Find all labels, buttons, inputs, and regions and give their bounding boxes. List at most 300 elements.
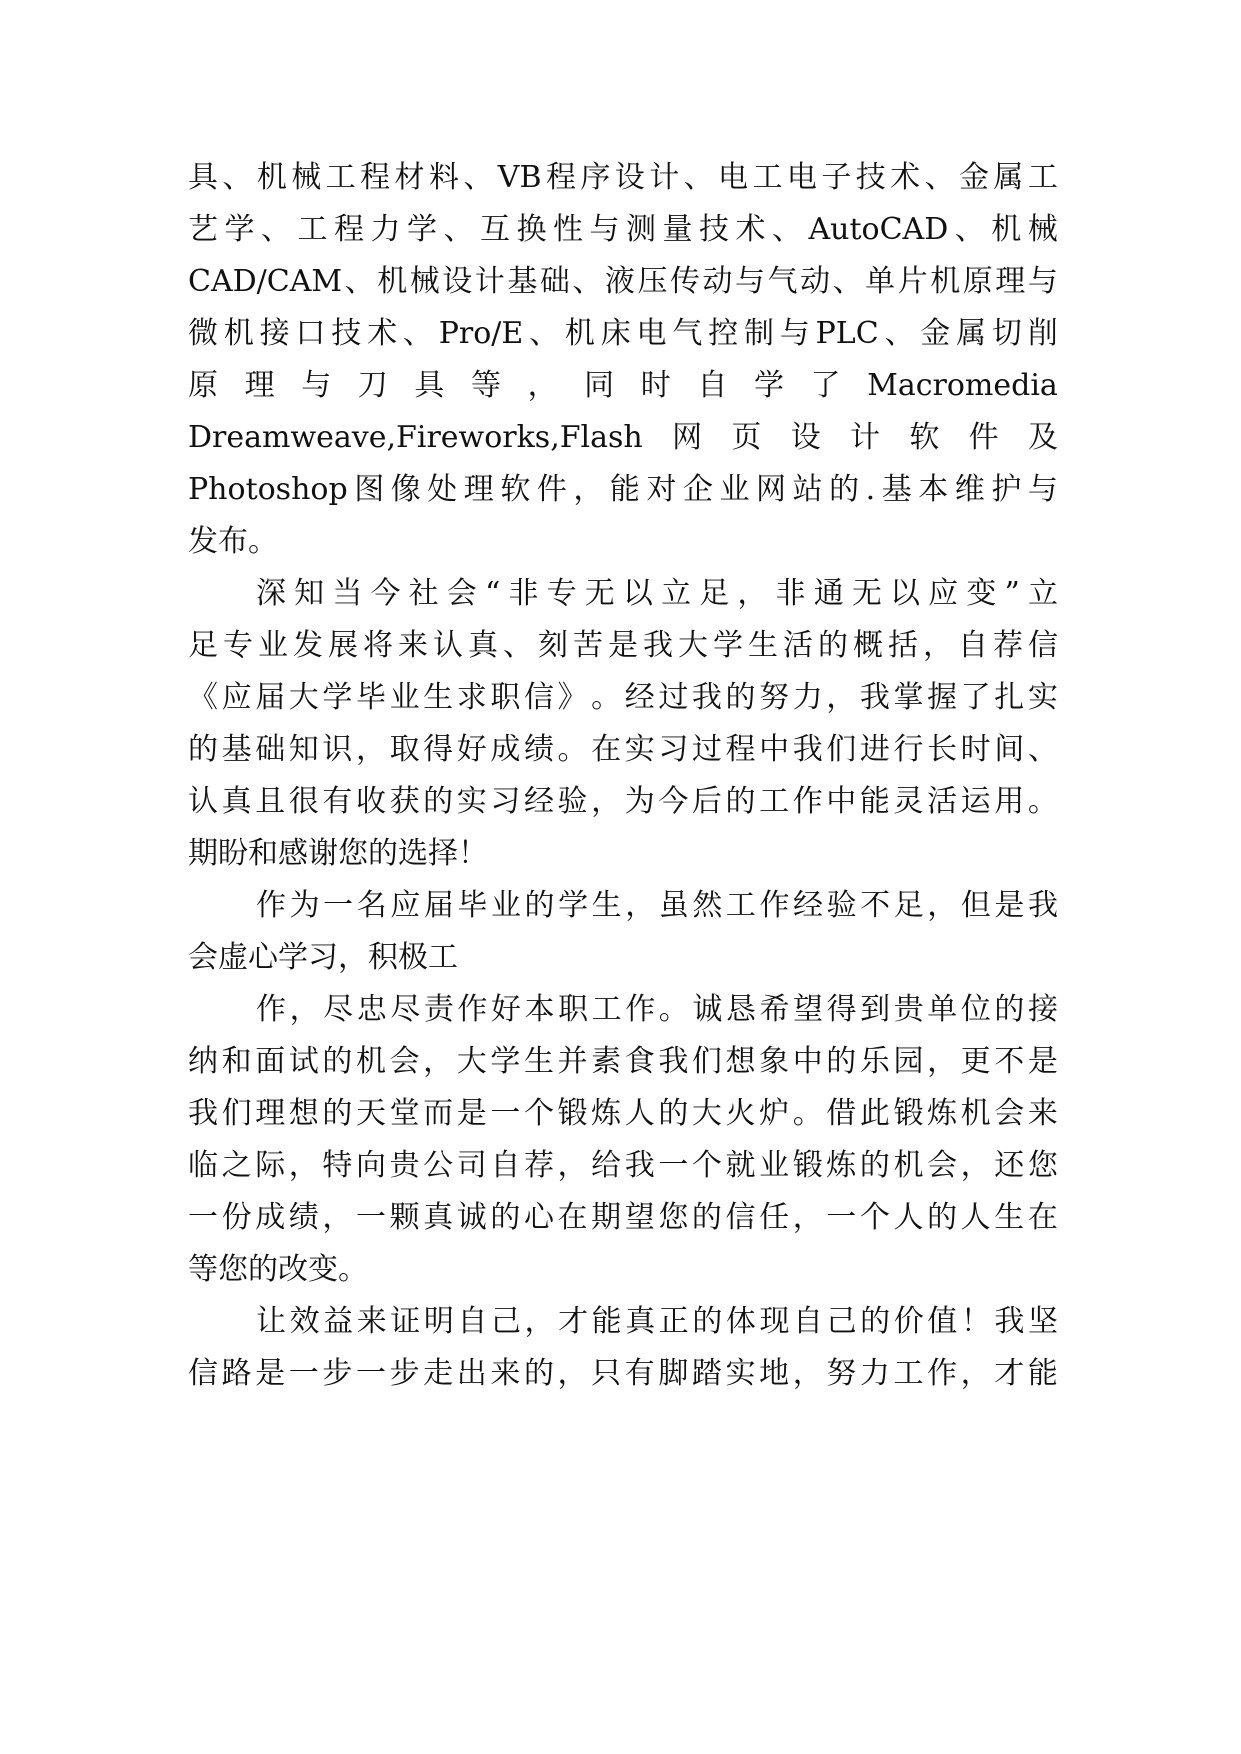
text-segment: ！ bbox=[960, 1304, 991, 1339]
text-segment: 单 bbox=[927, 992, 958, 1027]
text-segment: 自 bbox=[793, 1304, 823, 1339]
text-segment: 与 bbox=[779, 316, 810, 351]
text-segment: 原 bbox=[962, 264, 993, 299]
text-segment: 自 bbox=[958, 628, 988, 663]
text-segment: 扎 bbox=[994, 680, 1025, 715]
text-line bbox=[188, 1302, 1058, 1342]
text-segment: 具 bbox=[188, 160, 218, 195]
text-segment: 认 bbox=[433, 628, 463, 663]
text-segment: ， bbox=[288, 1148, 319, 1183]
text-segment: 颗 bbox=[389, 1200, 420, 1235]
text-segment: 的 bbox=[860, 1304, 891, 1339]
text-segment: 设 bbox=[614, 160, 645, 195]
text-line: 发布。 bbox=[188, 524, 278, 559]
text-segment: 价 bbox=[893, 1304, 924, 1339]
text-segment: 真 bbox=[221, 784, 252, 819]
text-segment: 刀 bbox=[357, 368, 388, 403]
text-segment: 借 bbox=[826, 1096, 857, 1131]
text-segment: 、 bbox=[402, 316, 433, 351]
text-segment: 素 bbox=[591, 1044, 622, 1079]
text-segment: 的 bbox=[859, 1148, 890, 1183]
text-segment: 有 bbox=[624, 1356, 655, 1391]
text-segment: 微 bbox=[188, 316, 218, 351]
text-segment: 实 bbox=[725, 1356, 756, 1391]
text-segment: 锻 bbox=[557, 1096, 588, 1131]
text-segment: 专 bbox=[546, 576, 577, 611]
text-segment: 能 bbox=[609, 472, 640, 507]
text-line bbox=[188, 574, 1058, 614]
text-segment: 我 bbox=[624, 1148, 655, 1183]
text-segment: 望 bbox=[793, 992, 823, 1027]
text-segment: 己 bbox=[826, 1304, 857, 1339]
text-segment: 以 bbox=[890, 576, 920, 611]
text-segment: 求 bbox=[456, 680, 487, 715]
text-segment: 时 bbox=[960, 732, 991, 767]
text-segment: 技 bbox=[331, 316, 362, 351]
text-segment: 学 bbox=[558, 888, 589, 923]
text-segment: 好 bbox=[490, 992, 521, 1027]
text-segment: 尽 bbox=[323, 992, 354, 1027]
text-segment: 一 bbox=[826, 1200, 857, 1235]
text-segment: 自 bbox=[697, 368, 728, 403]
text-segment: 展 bbox=[328, 628, 358, 663]
text-segment: 的 bbox=[692, 1304, 723, 1339]
text-segment: 业 bbox=[719, 472, 750, 507]
text-segment: PLC bbox=[815, 316, 879, 351]
text-segment: 深 bbox=[256, 576, 286, 611]
text-segment: 一 bbox=[658, 1148, 689, 1183]
text-segment: 程 bbox=[360, 160, 391, 195]
text-segment: 一 bbox=[355, 1200, 386, 1235]
text-segment: 真 bbox=[625, 1304, 656, 1339]
text-segment: 炼 bbox=[826, 1148, 857, 1183]
text-line bbox=[188, 782, 1058, 822]
text-segment: 变 bbox=[966, 576, 997, 611]
text-segment: 毕 bbox=[355, 680, 386, 715]
text-segment: 荐 bbox=[523, 1148, 554, 1183]
text-segment: 过 bbox=[691, 732, 722, 767]
text-line bbox=[188, 886, 1058, 926]
text-segment: 人 bbox=[893, 1200, 924, 1235]
text-segment: 您 bbox=[658, 1200, 689, 1235]
text-segment: 。 bbox=[1027, 784, 1058, 819]
text-segment: 工 bbox=[1027, 160, 1058, 195]
text-segment: 与 bbox=[589, 212, 620, 247]
text-segment: 面 bbox=[255, 1044, 286, 1079]
text-segment: 将 bbox=[363, 628, 393, 663]
text-segment: 计 bbox=[850, 420, 880, 455]
text-segment: 就 bbox=[725, 1148, 756, 1183]
text-segment: 无 bbox=[584, 576, 615, 611]
text-segment: 经 bbox=[523, 784, 554, 819]
text-segment: 中 bbox=[826, 784, 857, 819]
text-segment: 我 bbox=[691, 680, 722, 715]
text-segment: 们 bbox=[221, 1096, 252, 1131]
text-segment: 概 bbox=[853, 628, 883, 663]
text-segment: ， bbox=[423, 1044, 454, 1079]
text-segment: 材 bbox=[394, 160, 425, 195]
text-segment: 的 bbox=[927, 1200, 958, 1235]
text-segment: 技 bbox=[855, 160, 886, 195]
text-segment: 火 bbox=[725, 1096, 756, 1131]
text-segment: 接 bbox=[1027, 992, 1058, 1027]
text-segment: 堂 bbox=[389, 1096, 420, 1131]
text-segment: 我 bbox=[792, 732, 823, 767]
text-segment: 验 bbox=[557, 784, 588, 819]
text-segment: ， bbox=[289, 992, 320, 1027]
text-segment: 荐 bbox=[993, 628, 1023, 663]
text-segment: 取 bbox=[389, 732, 420, 767]
text-segment: 、 bbox=[222, 160, 253, 195]
text-segment: 望 bbox=[624, 1200, 655, 1235]
text-segment: 金 bbox=[920, 316, 951, 351]
text-segment: 恳 bbox=[725, 992, 756, 1027]
text-segment: 动 bbox=[702, 264, 733, 299]
text-segment: 能 bbox=[859, 784, 890, 819]
text-segment: 业 bbox=[490, 888, 521, 923]
text-segment: 责 bbox=[423, 992, 454, 1027]
text-line bbox=[188, 366, 1058, 406]
text-segment: 控 bbox=[708, 316, 739, 351]
text-segment: 信 bbox=[188, 1356, 218, 1391]
text-segment: 不 bbox=[994, 1044, 1025, 1079]
text-segment: 工 bbox=[325, 160, 356, 195]
text-segment: 们 bbox=[826, 732, 857, 767]
text-segment: 职 bbox=[490, 680, 521, 715]
text-segment: 件 bbox=[968, 420, 999, 455]
text-segment: 获 bbox=[389, 784, 420, 819]
text-segment: 一 bbox=[188, 1200, 218, 1235]
text-segment: 我 bbox=[658, 1044, 689, 1079]
text-segment: 应 bbox=[221, 680, 252, 715]
text-segment: 期 bbox=[591, 1200, 622, 1235]
text-segment: 术 bbox=[890, 160, 921, 195]
text-segment: 在 bbox=[591, 732, 622, 767]
text-segment: 成 bbox=[490, 732, 521, 767]
text-segment: 的 bbox=[829, 472, 860, 507]
text-segment: 很 bbox=[288, 784, 319, 819]
text-segment: 是 bbox=[456, 1096, 487, 1131]
text-segment: ， bbox=[524, 1304, 555, 1339]
text-segment: 信 bbox=[725, 1200, 756, 1235]
text-segment: 本 bbox=[918, 472, 949, 507]
text-segment: CAD/CAM bbox=[188, 264, 343, 299]
text-segment: 间 bbox=[994, 732, 1025, 767]
text-segment: 金 bbox=[959, 160, 989, 195]
text-segment: 生 bbox=[994, 1200, 1025, 1235]
text-segment: 任 bbox=[759, 1200, 790, 1235]
text-segment: 为 bbox=[289, 888, 320, 923]
text-segment: 、 bbox=[884, 316, 915, 351]
text-segment: 进 bbox=[859, 732, 890, 767]
text-segment: 实 bbox=[624, 732, 655, 767]
text-segment: 步 bbox=[389, 1356, 420, 1391]
text-segment: 锻 bbox=[893, 1096, 924, 1131]
text-segment: 来 bbox=[356, 1304, 387, 1339]
text-segment: 电 bbox=[718, 160, 749, 195]
text-segment: 给 bbox=[591, 1148, 622, 1183]
text-segment: 作 bbox=[625, 992, 656, 1027]
text-segment: 园 bbox=[893, 1044, 924, 1079]
text-segment: 对 bbox=[646, 472, 677, 507]
text-segment: 口 bbox=[295, 316, 326, 351]
text-segment: 中 bbox=[792, 1044, 823, 1079]
text-segment: 力 bbox=[370, 212, 401, 247]
text-segment: 绩 bbox=[288, 1200, 319, 1235]
text-segment: 测 bbox=[626, 212, 656, 247]
text-segment: 、 bbox=[261, 212, 291, 247]
text-segment: 换 bbox=[516, 212, 547, 247]
text-segment: 技 bbox=[699, 212, 729, 247]
text-segment: 动 bbox=[800, 264, 831, 299]
text-segment: 《 bbox=[188, 680, 218, 715]
text-segment: 实 bbox=[456, 784, 487, 819]
text-segment: 械 bbox=[1027, 212, 1058, 247]
text-segment: 过 bbox=[658, 680, 689, 715]
text-segment: “ bbox=[484, 576, 501, 611]
text-segment: 页 bbox=[731, 420, 762, 455]
text-segment: 械 bbox=[409, 264, 440, 299]
text-segment: 会 bbox=[994, 1096, 1025, 1131]
text-line bbox=[188, 314, 1058, 354]
text-segment: 通 bbox=[813, 576, 844, 611]
text-segment: 自 bbox=[490, 1148, 521, 1183]
text-segment: 力 bbox=[792, 680, 823, 715]
text-segment: 用 bbox=[994, 784, 1025, 819]
text-segment: 大 bbox=[288, 680, 319, 715]
text-segment: 人 bbox=[624, 1096, 655, 1131]
text-segment: 诚 bbox=[456, 1200, 487, 1235]
text-segment: 能 bbox=[1027, 1356, 1058, 1391]
text-segment: 软 bbox=[909, 420, 940, 455]
text-segment: 信 bbox=[523, 680, 554, 715]
text-segment: 程 bbox=[725, 732, 756, 767]
text-segment: 的 bbox=[524, 888, 555, 923]
text-segment: 学 bbox=[224, 212, 255, 247]
text-segment: 机 bbox=[930, 264, 961, 299]
text-segment: 在 bbox=[1027, 1200, 1058, 1235]
text-segment: 、 bbox=[832, 264, 863, 299]
text-segment: 真 bbox=[468, 628, 498, 663]
text-segment: 削 bbox=[1027, 316, 1058, 351]
text-segment: 。 bbox=[792, 1096, 823, 1131]
text-segment: 与 bbox=[1027, 264, 1058, 299]
text-line bbox=[188, 210, 1058, 250]
text-segment: 计 bbox=[649, 160, 680, 195]
text-segment: 长 bbox=[927, 732, 958, 767]
text-segment: 机 bbox=[991, 212, 1022, 247]
text-segment: 的 bbox=[691, 1200, 722, 1235]
text-segment: 基 bbox=[221, 732, 252, 767]
text-segment: 同 bbox=[584, 368, 615, 403]
text-line bbox=[188, 990, 1058, 1030]
text-segment: 但 bbox=[960, 888, 991, 923]
text-segment: 等 bbox=[470, 368, 501, 403]
text-segment: 设 bbox=[442, 264, 473, 299]
text-segment: 天 bbox=[355, 1096, 386, 1131]
text-segment: 计 bbox=[474, 264, 505, 299]
text-segment: 》 bbox=[557, 680, 588, 715]
text-segment: 中 bbox=[759, 732, 790, 767]
text-segment: 让 bbox=[256, 1304, 286, 1339]
text-segment: 特 bbox=[322, 1148, 353, 1183]
text-segment: 自 bbox=[457, 1304, 488, 1339]
text-segment: 和 bbox=[221, 1044, 252, 1079]
text-segment: 绩 bbox=[523, 732, 554, 767]
text-segment: 理 bbox=[255, 1096, 286, 1131]
text-segment: 得 bbox=[423, 732, 454, 767]
text-segment: Pro/E bbox=[438, 316, 524, 351]
text-segment: 、 bbox=[572, 264, 603, 299]
text-segment: 想 bbox=[725, 1044, 756, 1079]
text-segment: 学 bbox=[322, 680, 353, 715]
text-segment: 届 bbox=[423, 888, 454, 923]
text-segment: 括 bbox=[888, 628, 918, 663]
text-segment: 活 bbox=[783, 628, 813, 663]
text-segment: 为 bbox=[624, 784, 655, 819]
text-segment: ， bbox=[625, 888, 656, 923]
text-segment: 来 bbox=[398, 628, 428, 663]
text-segment: 足 bbox=[188, 628, 218, 663]
text-segment: 时 bbox=[640, 368, 671, 403]
text-segment: 真 bbox=[423, 1200, 454, 1235]
text-segment: 作 bbox=[256, 992, 286, 1027]
text-segment: 我 bbox=[994, 1304, 1025, 1339]
text-segment: 且 bbox=[255, 784, 286, 819]
text-segment: 是 bbox=[994, 888, 1025, 923]
text-segment: 大 bbox=[691, 1096, 722, 1131]
text-segment: ， bbox=[927, 1044, 958, 1079]
text-segment: 础 bbox=[539, 264, 570, 299]
text-segment: 份 bbox=[221, 1200, 252, 1235]
text-segment: ， bbox=[737, 576, 768, 611]
text-segment: 工 bbox=[752, 160, 783, 195]
text-segment: 机 bbox=[960, 1096, 991, 1131]
text-segment: 学 bbox=[407, 212, 437, 247]
text-segment: 实 bbox=[1027, 680, 1058, 715]
text-line bbox=[188, 1042, 1058, 1082]
text-segment: ， bbox=[557, 1356, 588, 1391]
text-segment: 然 bbox=[692, 888, 723, 923]
text-segment: 工 bbox=[725, 888, 756, 923]
text-segment: 出 bbox=[456, 1356, 487, 1391]
text-segment: 苦 bbox=[573, 628, 603, 663]
text-segment: 无 bbox=[851, 576, 882, 611]
text-segment: Dreamweave,Fireworks,Flash bbox=[188, 420, 643, 455]
text-segment: 炼 bbox=[927, 1096, 958, 1131]
text-segment: 生 bbox=[748, 628, 778, 663]
text-segment: ， bbox=[826, 680, 857, 715]
text-segment: ， bbox=[960, 1148, 991, 1183]
text-segment: 具 bbox=[414, 368, 445, 403]
text-segment: ， bbox=[792, 1200, 823, 1235]
text-segment: 贵 bbox=[389, 1148, 420, 1183]
text-segment: 体 bbox=[725, 1304, 756, 1339]
text-segment: 非 bbox=[775, 576, 806, 611]
text-segment: 以 bbox=[622, 576, 653, 611]
text-segment: 、 bbox=[344, 264, 375, 299]
text-segment: 运 bbox=[960, 784, 991, 819]
text-segment: 不 bbox=[860, 888, 891, 923]
text-segment: 的 bbox=[188, 732, 218, 767]
text-segment: 理 bbox=[463, 472, 494, 507]
text-segment: 的 bbox=[322, 1096, 353, 1131]
text-segment: 正 bbox=[658, 1304, 689, 1339]
text-segment: 学 bbox=[753, 368, 784, 403]
text-segment: 企 bbox=[682, 472, 713, 507]
text-segment: 灵 bbox=[893, 784, 924, 819]
text-segment: 大 bbox=[456, 1044, 487, 1079]
text-segment: 您 bbox=[1027, 1148, 1058, 1183]
text-segment: 生 bbox=[591, 888, 622, 923]
text-segment: ” bbox=[1004, 576, 1020, 611]
text-segment: ， bbox=[573, 472, 604, 507]
text-segment: 业 bbox=[759, 1148, 790, 1183]
text-segment: 到 bbox=[860, 992, 891, 1027]
text-segment: 来 bbox=[490, 1356, 521, 1391]
text-segment: 我 bbox=[859, 680, 890, 715]
text-segment: 了 bbox=[810, 368, 841, 403]
text-segment: 名 bbox=[356, 888, 387, 923]
text-segment: 料 bbox=[428, 160, 459, 195]
text-segment: 后 bbox=[691, 784, 722, 819]
text-segment: 片 bbox=[897, 264, 928, 299]
text-segment: 、 bbox=[463, 160, 494, 195]
text-segment: 。 bbox=[658, 992, 689, 1027]
text-segment: 气 bbox=[767, 264, 798, 299]
text-segment: 子 bbox=[821, 160, 852, 195]
text-segment: 大 bbox=[678, 628, 708, 663]
text-segment: 努 bbox=[826, 1356, 857, 1391]
text-segment: 希 bbox=[759, 992, 790, 1027]
text-segment: 明 bbox=[423, 1304, 454, 1339]
text-segment: 传 bbox=[669, 264, 700, 299]
text-segment: 一 bbox=[288, 1356, 319, 1391]
text-segment: 的 bbox=[818, 628, 848, 663]
text-segment: 步 bbox=[322, 1356, 353, 1391]
text-segment: 应 bbox=[928, 576, 959, 611]
text-segment: 机 bbox=[377, 264, 408, 299]
text-segment: 的 bbox=[523, 1356, 554, 1391]
text-segment: 电 bbox=[786, 160, 817, 195]
text-segment: 的 bbox=[322, 1044, 353, 1079]
text-segment: 单 bbox=[865, 264, 896, 299]
text-segment: 会 bbox=[927, 1148, 958, 1183]
text-line: 等您的改变。 bbox=[188, 1252, 368, 1287]
text-segment: 好 bbox=[456, 732, 487, 767]
text-segment: 锻 bbox=[792, 1148, 823, 1183]
text-segment: 经 bbox=[793, 888, 823, 923]
text-segment: 踏 bbox=[691, 1356, 722, 1391]
text-segment: 是 bbox=[255, 1356, 286, 1391]
text-segment: 来 bbox=[1027, 1096, 1058, 1131]
text-segment: 非 bbox=[508, 576, 539, 611]
text-segment: 生 bbox=[523, 1044, 554, 1079]
text-segment: 己 bbox=[490, 1304, 521, 1339]
text-segment: 今 bbox=[658, 784, 689, 819]
text-segment: 网 bbox=[672, 420, 703, 455]
text-segment: 向 bbox=[355, 1148, 386, 1183]
text-segment: 本 bbox=[524, 992, 555, 1027]
text-segment: 切 bbox=[991, 316, 1022, 351]
text-line bbox=[188, 262, 1058, 302]
text-segment: . bbox=[865, 472, 876, 507]
text-line bbox=[188, 1146, 1058, 1186]
text-segment: ， bbox=[923, 628, 953, 663]
text-segment: 、 bbox=[924, 160, 955, 195]
text-segment: 、 bbox=[683, 160, 714, 195]
text-segment: 作 bbox=[792, 784, 823, 819]
